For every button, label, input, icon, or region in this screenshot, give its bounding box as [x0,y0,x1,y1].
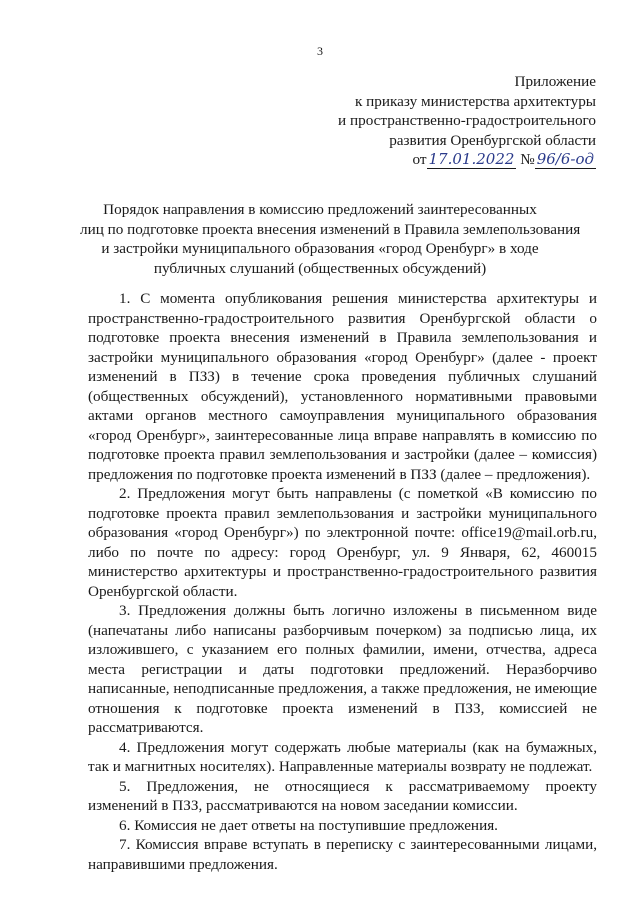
appendix-block [338,72,596,170]
paragraph-1: 1. С момента опубликования решения министерства архитектуры и пространственно-градостроительного развития Оренбургской области о подготовке проекта внесения изменений в Правила землепользования и застройки муниципального образования «город Оренбург» (далее - проект изменений в ПЗЗ) в течение срока проведения публичных слушаний (общественных обсуждений), установленного нормативными правовыми актами органов местного самоуправления муниципального образования «город Оренбург», заинтересованные лица вправе направлять в комиссию по подготовке проекта правил землепользования и застройки (далее – комиссия) предложения по подготовке проекта изменений в ПЗЗ (далее – предложения). [88,290,597,483]
paragraph-6: 6. Комиссия не дает ответы на поступившие предложения. [119,816,498,834]
appendix-ministry-line: и пространственно-градостроительного [338,112,596,129]
title-line-4: публичных слушаний (общественных обсуждений) [153,259,487,277]
paragraph-7: 7. Комиссия вправе вступать в переписку с заинтересованными лицами, направившими предложения. [88,836,597,873]
appendix-label: Приложение [514,73,596,90]
title-line-3: и застройки муниципального образования «город Оренбург» в ходе [101,240,539,257]
paragraph-5: 5. Предложения, не относящиеся к рассматриваемому проекту изменений в ПЗЗ, рассматриваются на новом заседании комиссии. [88,777,597,814]
appendix-order-line: к приказу министерства архитектуры [354,92,596,110]
number-prefix: № [520,151,535,168]
document-body [88,289,597,874]
document-title [80,200,581,278]
handwritten-number: 96/6-од [536,150,594,168]
paragraph-4: 4. Предложения могут содержать любые материалы (как на бумажных, так и магнитных носителях). Направленные материалы возврату не подлежат. [88,738,597,775]
paragraph-2: 2. Предложения могут быть направлены (с пометкой «В комиссию по подготовке проекта правил землепользования и застройки муниципального образования «город Оренбург») по электронной почте: office19@mail.orb.ru, либо по почте по адресу: город Оренбург, ул. 9 Января, 62, 460015 министерство архитектуры и пространственно-градостроительного развития Оренбургской области. [88,485,597,600]
date-prefix: от [412,151,427,168]
paragraph-3: 3. Предложения должны быть логично изложены в письменном виде (напечатаны либо написаны разборчивым почерком) за подписью лица, их изложившего, с указанием его полных фамилии, имени, отчества, адреса места регистрации и даты подготовки предложений. Неразборчиво написанные, неподписанные предложения, а также предложения, не имеющие отношения к подготовке проекта изменений в ПЗЗ, комиссией не рассматриваются. [88,602,597,736]
appendix-date-line [338,150,596,170]
title-line-2: лиц по подготовке проекта внесения изменений в Правила землепользования [80,220,581,238]
title-line-1: Порядок направления в комиссию предложений заинтересованных [103,201,537,218]
handwritten-date: 17.01.2022 [428,150,515,168]
page-number: 3 [317,44,323,58]
appendix-region-line: развития Оренбургской области [389,131,596,149]
